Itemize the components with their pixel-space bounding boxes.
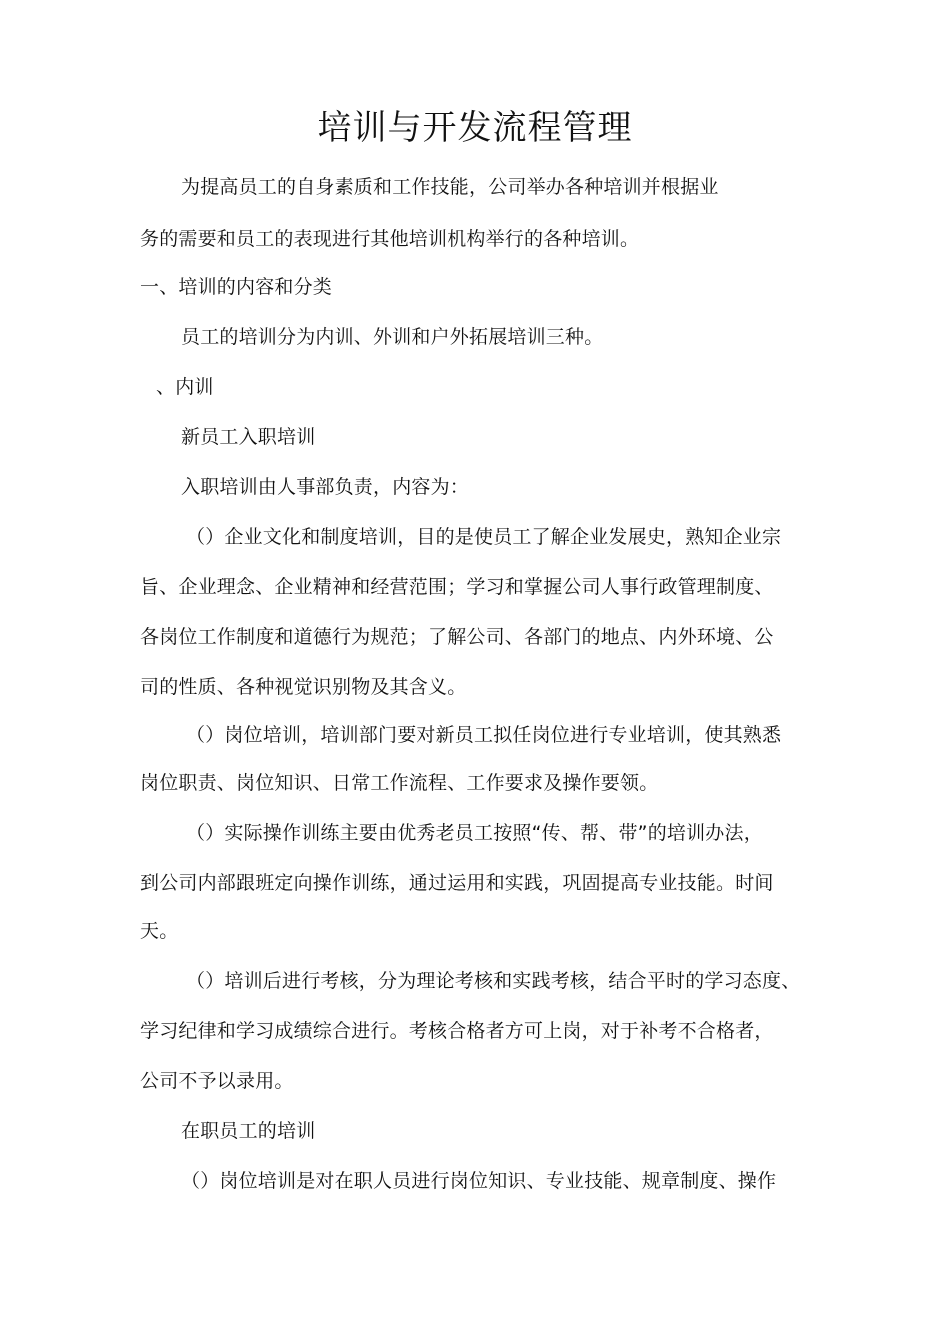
paragraph-line-item4-1: （）培训后进行考核，分为理论考核和实践考核，结合平时的学习态度、 bbox=[186, 970, 801, 992]
subsection-heading-in-service: 在职员工的培训 bbox=[181, 1120, 316, 1142]
paragraph-line-item1-3: 各岗位工作制度和道德行为规范；了解公司、各部门的地点、内外环境、公 bbox=[140, 626, 774, 648]
paragraph-line-item3-2: 到公司内部跟班定向操作训练，通过运用和实践，巩固提高专业技能。时间 bbox=[140, 872, 774, 894]
paragraph-line-item1-2: 旨、企业理念、企业精神和经营范围；学习和掌握公司人事行政管理制度、 bbox=[140, 576, 774, 598]
paragraph-line-onboarding: 入职培训由人事部负责，内容为： bbox=[181, 476, 470, 498]
paragraph-line-in-service-1: （）岗位培训是对在职人员进行岗位知识、专业技能、规章制度、操作 bbox=[181, 1170, 777, 1192]
paragraph-line-item4-3: 公司不予以录用。 bbox=[140, 1070, 294, 1092]
paragraph-line-item3-1: （）实际操作训练主要由优秀老员工按照“传、帮、带”的培训办法， bbox=[186, 822, 763, 844]
paragraph-line-item2-2: 岗位职责、岗位知识、日常工作流程、工作要求及操作要领。 bbox=[140, 772, 659, 794]
subsection-heading-new-employee: 新员工入职培训 bbox=[181, 426, 316, 448]
subsection-heading-internal: 、内训 bbox=[156, 376, 214, 398]
paragraph-line-item2-1: （）岗位培训，培训部门要对新员工拟任岗位进行专业培训，使其熟悉 bbox=[186, 724, 782, 746]
paragraph-line-item1-1: （）企业文化和制度培训，目的是使员工了解企业发展史，熟知企业宗 bbox=[186, 526, 782, 548]
paragraph-line-item4-2: 学习纪律和学习成绩综合进行。考核合格者方可上岗，对于补考不合格者， bbox=[140, 1020, 774, 1042]
paragraph-line-classification: 员工的培训分为内训、外训和户外拓展培训三种。 bbox=[181, 326, 604, 348]
paragraph-line-intro-1: 为提高员工的自身素质和工作技能，公司举办各种培训并根据业 bbox=[181, 176, 719, 198]
paragraph-line-item3-3: 天。 bbox=[140, 920, 179, 942]
section-heading-1: 一、培训的内容和分类 bbox=[140, 276, 333, 298]
paragraph-line-item1-4: 司的性质、各种视觉识别物及其含义。 bbox=[140, 676, 467, 698]
paragraph-line-intro-2: 务的需要和员工的表现进行其他培训机构举行的各种培训。 bbox=[140, 228, 640, 250]
document-title: 培训与开发流程管理 bbox=[317, 108, 633, 148]
